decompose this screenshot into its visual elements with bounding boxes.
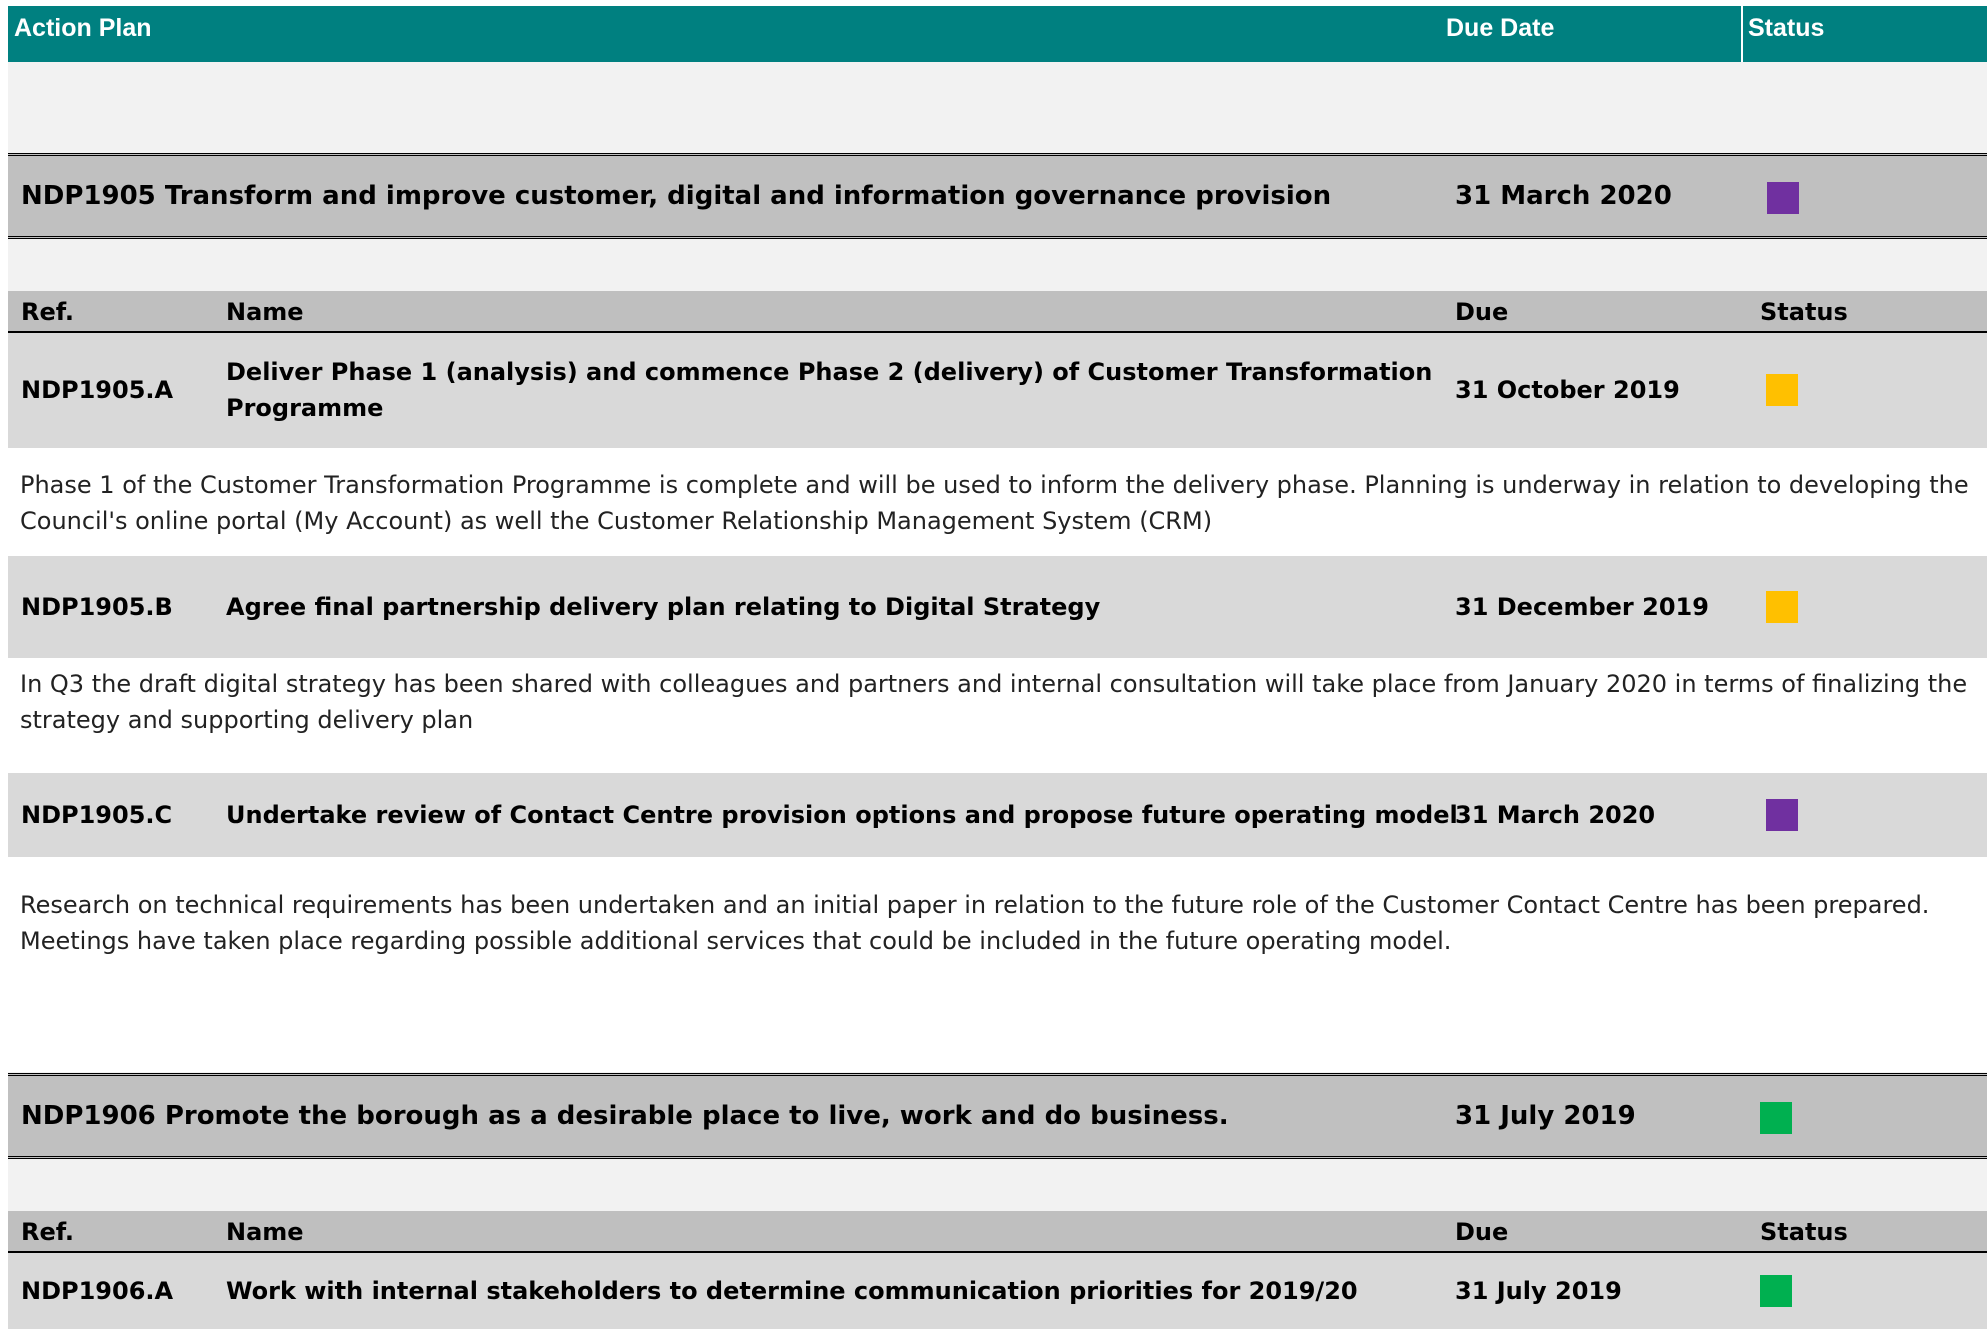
status-indicator [1767,182,1799,214]
column-header-row [8,1211,1987,1253]
item-name-line2: Programme [226,394,384,422]
item-due: 31 October 2019 [1455,376,1680,404]
item-row-ndp1905b [8,556,1987,658]
item-name-line1: Work with internal stakeholders to determine communication priorities for 2019/20 [226,1277,1358,1305]
group-due: 31 March 2020 [1455,181,1672,211]
action-plan-header [8,6,1987,62]
column-header-row [8,291,1987,333]
group-due: 31 July 2019 [1455,1101,1636,1131]
item-row-ndp1905a [8,333,1987,448]
item-note-line2: Meetings have taken place regarding possible additional services that could be included in the future operating model. [20,927,1452,955]
item-ref: NDP1906.A [21,1277,174,1305]
item-row-ndp1905c [8,773,1987,857]
item-note-line1: In Q3 the draft digital strategy has been shared with colleagues and partners and internal consultation will take place from January 2020 in terms of finalizing the [20,670,1968,698]
item-note-line1: Phase 1 of the Customer Transformation Programme is complete and will be used to inform the delivery phase. Planning is underway in relation to developing the [20,471,1969,499]
col-name: Name [226,298,304,326]
item-ref: NDP1905.B [21,593,173,621]
group-ndp1905 [8,153,1987,239]
group-title: NDP1905 Transform and improve customer, digital and information governance provision [21,181,1332,211]
col-ref: Ref. [21,298,75,326]
item-row-ndp1906a [8,1253,1987,1329]
item-due: 31 July 2019 [1455,1277,1622,1305]
item-name-line1: Agree final partnership delivery plan relating to Digital Strategy [226,593,1101,621]
status-indicator [1760,1275,1792,1307]
item-ref: NDP1905.C [21,801,173,829]
item-due: 31 March 2020 [1455,801,1656,829]
status-indicator [1760,1102,1792,1134]
col-due: Due [1455,298,1509,326]
item-due: 31 December 2019 [1455,593,1709,621]
item-note-line2: strategy and supporting delivery plan [20,706,474,734]
status-indicator [1766,591,1798,623]
group-ndp1906 [8,1073,1987,1159]
item-name-line1: Deliver Phase 1 (analysis) and commence Phase 2 (delivery) of Customer Transformation [226,358,1433,386]
header-divider [1741,6,1743,62]
col-status: Status [1760,1218,1848,1246]
col-ref: Ref. [21,1218,75,1246]
col-due: Due [1455,1218,1509,1246]
header-due-date: Due Date [1446,14,1555,42]
status-indicator [1766,374,1798,406]
item-name-line1: Undertake review of Contact Centre provision options and propose future operating model [226,801,1458,829]
item-ref: NDP1905.A [21,376,174,404]
col-name: Name [226,1218,304,1246]
group-title: NDP1906 Promote the borough as a desirable place to live, work and do business. [21,1101,1229,1131]
header-title: Action Plan [14,14,152,42]
item-note-line2: Council's online portal (My Account) as well the Customer Relationship Management System (CRM) [20,507,1213,535]
status-indicator [1766,799,1798,831]
col-status: Status [1760,298,1848,326]
header-status: Status [1748,14,1825,42]
item-note-line1: Research on technical requirements has been undertaken and an initial paper in relation to the future role of the Customer Contact Centre has been prepared. [20,891,1930,919]
